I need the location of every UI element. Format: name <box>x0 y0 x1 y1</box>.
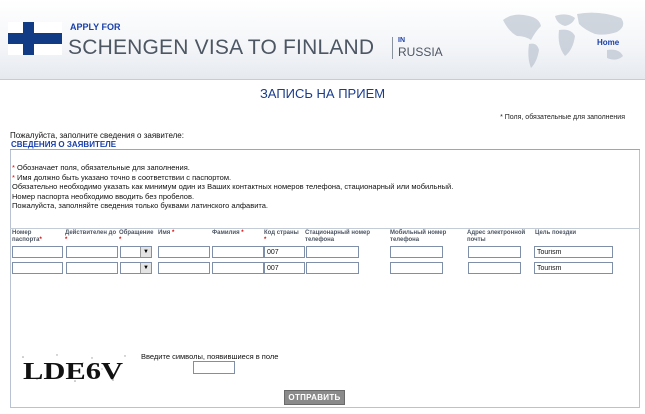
form-instructions <box>12 163 453 211</box>
apply-for-label: APPLY FOR <box>70 22 121 32</box>
country-code-input[interactable] <box>264 262 305 274</box>
captcha-label: Введите символы, появившиеся в поле <box>141 352 279 361</box>
captcha-image <box>17 351 132 385</box>
trip-purpose-input[interactable] <box>534 246 613 258</box>
captcha-input[interactable] <box>193 361 235 374</box>
instruction-line: Пожалуйста, заполняйте сведения только буквами латинского алфавита. <box>12 201 269 210</box>
dropdown-arrow-icon[interactable]: ▼ <box>140 263 151 273</box>
intro-text: Пожалуйста, заполните сведения о заявителе: <box>10 131 184 140</box>
col-header-country-code: Код страны * <box>264 230 299 243</box>
col-header-salutation: Обращение * <box>119 230 154 243</box>
dropdown-arrow-icon[interactable]: ▼ <box>140 247 151 257</box>
instruction-line: Номер паспорта необходимо вводить без пробелов. <box>12 191 195 201</box>
passport-input[interactable] <box>12 262 63 274</box>
col-header-valid-until: Действителен до * <box>65 230 117 243</box>
salutation-select[interactable] <box>120 262 152 274</box>
first-name-input[interactable] <box>158 262 210 274</box>
instruction-line: * Обозначает поля, обязательные для заполнения. <box>12 163 190 172</box>
site-title: SCHENGEN VISA TO FINLAND <box>68 36 375 59</box>
section-title: СВЕДЕНИЯ О ЗАЯВИТЕЛЕ <box>10 139 640 150</box>
required-star: * <box>12 163 15 172</box>
country-code-input[interactable] <box>264 246 305 258</box>
salutation-select[interactable] <box>120 246 152 258</box>
mobile-input[interactable] <box>390 262 443 274</box>
col-header-email: Адрес электронной почты <box>467 230 526 243</box>
col-header-passport: Номер паспорта* <box>12 230 42 243</box>
trip-purpose-input[interactable] <box>534 262 613 274</box>
table-top-border <box>10 228 640 229</box>
landline-input[interactable] <box>306 246 359 258</box>
country-label: RUSSIA <box>398 45 443 59</box>
mobile-input[interactable] <box>390 246 443 258</box>
home-link[interactable]: Home <box>597 38 620 47</box>
landline-input[interactable] <box>306 262 359 274</box>
instruction-line: Обязательно необходимо указать как минимум один из Ваших контактных номеров телефона, стационарный или мобильный. <box>12 182 454 191</box>
valid-until-input[interactable] <box>66 262 118 274</box>
last-name-input[interactable] <box>212 246 264 258</box>
site-header <box>0 0 645 80</box>
submit-button[interactable]: ОТПРАВИТЬ <box>284 390 345 405</box>
col-header-first-name: Имя * <box>158 230 175 236</box>
instruction-line: * Имя должно быть указано точно в соответствии с паспортом. <box>12 172 232 182</box>
last-name-input[interactable] <box>212 262 264 274</box>
in-label: IN <box>398 37 405 44</box>
col-header-landline: Стационарный номер телефона <box>305 230 371 243</box>
first-name-input[interactable] <box>158 246 210 258</box>
required-fields-note: * Поля, обязательные для заполнения <box>500 114 625 121</box>
header-divider <box>392 37 393 59</box>
passport-input[interactable] <box>12 246 63 258</box>
col-header-trip-purpose: Цель поездки <box>535 230 577 236</box>
finland-flag-logo <box>8 22 62 55</box>
email-input[interactable] <box>468 262 521 274</box>
captcha-text: LDE6V <box>23 359 124 385</box>
col-header-mobile: Мобильный номер телефона <box>390 230 447 243</box>
email-input[interactable] <box>468 246 521 258</box>
page-title: ЗАПИСЬ НА ПРИЕМ <box>259 86 386 101</box>
valid-until-input[interactable] <box>66 246 118 258</box>
col-header-last-name: Фамилия * <box>212 230 244 236</box>
